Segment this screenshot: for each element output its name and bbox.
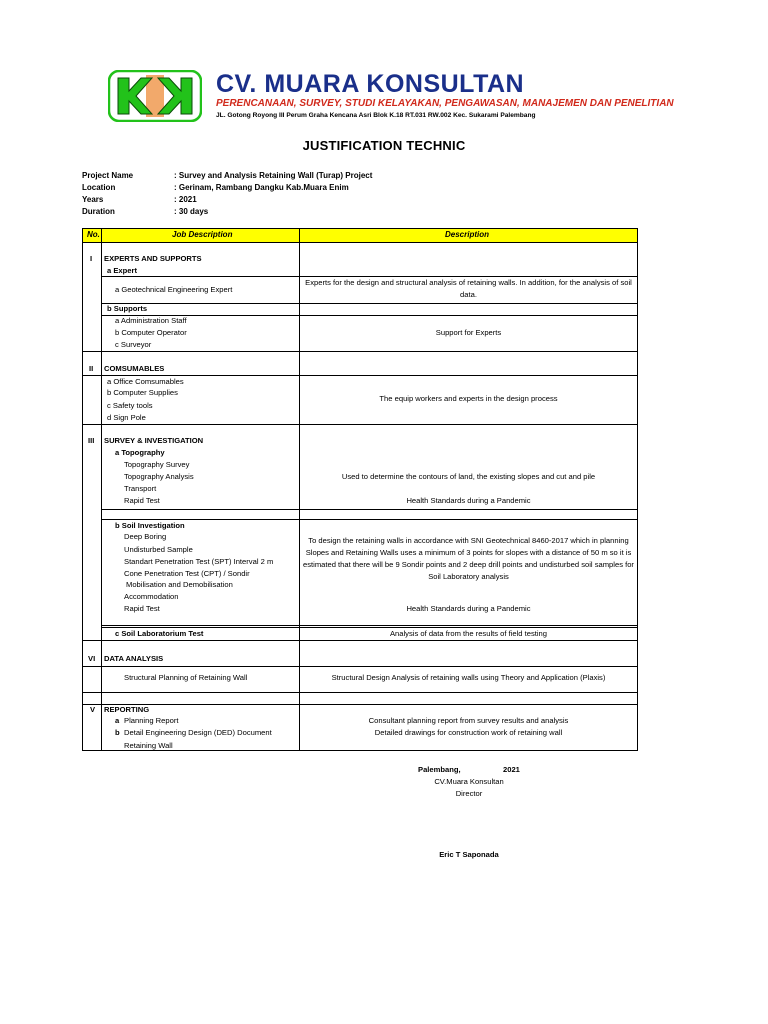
topography-item: Rapid Test [124, 496, 160, 505]
duration-value: : 30 days [174, 207, 209, 216]
topography-description: Used to determine the contours of land, the existing slopes and cut and pile [341, 472, 596, 481]
consumables-description: The equip workers and experts in the design process [379, 394, 558, 403]
location-label: Location [82, 183, 116, 192]
support-item: a Administration Staff [115, 316, 187, 325]
soil-item: Rapid Test [124, 604, 160, 613]
consumable-item: a Office Comsumables [107, 377, 184, 386]
consumable-item: b Computer Supplies [107, 388, 178, 397]
section-4-number: VI [88, 654, 96, 663]
section-5-title: REPORTING [104, 705, 150, 714]
topography-item: Transport [124, 484, 157, 493]
soil-health-note: Health Standards during a Pandemic [406, 604, 531, 613]
company-address: JL. Gotong Royong III Perum Graha Kencana Asri Blok K.18 RT.031 RW.002 Kec. Sukarami Palembang [216, 112, 536, 119]
signature-role: Director [455, 789, 483, 798]
row-line [83, 242, 637, 243]
support-item: c Surveyor [115, 340, 152, 349]
row-line [83, 424, 637, 425]
soil-item: Mobilisation and Demobilisation [126, 580, 233, 589]
soil-investigation-subheading: b Soil Investigation [115, 521, 185, 530]
company-name: CV. MUARA KONSULTAN [216, 70, 525, 98]
section-3-title: SURVEY & INVESTIGATION [104, 436, 204, 445]
topography-subheading: a Topography [115, 448, 165, 457]
row-line [83, 375, 637, 376]
report-item-b-continued: Retaining Wall [124, 741, 173, 750]
years-label: Years [82, 195, 104, 204]
report-item-b: Detail Engineering Design (DED) Document [124, 728, 272, 737]
support-item: b Computer Operator [115, 328, 187, 337]
data-analysis-item: Structural Planning of Retaining Wall [124, 673, 248, 682]
supports-subheading: b Supports [107, 304, 148, 313]
project-name-value: : Survey and Analysis Retaining Wall (Turap) Project [174, 171, 373, 180]
soil-item: Cone Penetration Test (CPT) / Sondir [124, 569, 250, 578]
col-divider-1 [101, 229, 102, 750]
duration-label: Duration [82, 207, 115, 216]
document-title: JUSTIFICATION TECHNIC [302, 138, 466, 153]
soil-description: To design the retaining walls in accordance with SNI Geotechnical 8460-2017 which in planning Slopes and Retaining Walls uses a minimum of 3 points for slopes with a distance of 50 m so it is estimated that there will be 9 Sondir points and 2 deep drill points and undisturbed soil samples for Soil Laboratory analysis [303, 536, 634, 581]
section-2-title: COMSUMABLES [104, 364, 165, 373]
soil-item: Accommodation [124, 592, 179, 601]
location-value: : Gerinam, Rambang Dangku Kab.Muara Enim [174, 183, 349, 192]
row-line [83, 666, 637, 667]
row-line [83, 704, 637, 705]
support-description: Support for Experts [435, 328, 502, 337]
row-line [83, 640, 637, 641]
soil-item: Standart Penetration Test (SPT) Interval 2 m [124, 557, 274, 566]
company-logo [108, 70, 202, 122]
justification-table [82, 228, 638, 751]
signature-place: Palembang, [418, 765, 461, 774]
topography-item: Topography Survey [124, 460, 190, 469]
soil-item: Deep Boring [124, 532, 167, 541]
report-description-a: Consultant planning report from survey results and analysis [368, 716, 569, 725]
row-line [101, 509, 637, 510]
signature-year: 2021 [503, 765, 520, 774]
row-line [101, 519, 637, 520]
table-header-row [83, 229, 637, 242]
report-description-b: Detailed drawings for construction work of retaining wall [374, 728, 563, 737]
logo-graphic [108, 70, 202, 122]
row-line [101, 303, 637, 304]
section-4-title: DATA ANALYSIS [104, 654, 164, 663]
row-line [83, 351, 637, 352]
section-2-number: II [89, 364, 94, 373]
expert-description: Experts for the design and structural analysis of retaining walls. In addition, for the analysis of soil data. [305, 278, 632, 299]
header-no: No. [87, 230, 100, 239]
row-line [83, 692, 637, 693]
section-5-number: V [90, 705, 96, 714]
header-description: Description [445, 230, 490, 239]
col-divider-2 [299, 229, 300, 750]
section-1-title: EXPERTS AND SUPPORTS [104, 254, 202, 263]
report-item-a-letter: a [115, 716, 120, 725]
company-tagline: PERENCANAAN, SURVEY, STUDI KELAYAKAN, PENGAWASAN, MANAJEMEN DAN PENELITIAN [216, 98, 674, 109]
section-1-number: I [90, 254, 93, 263]
soil-item: Undisturbed Sample [124, 545, 193, 554]
data-analysis-description: Structural Design Analysis of retaining walls using Theory and Application (Plaxis) [331, 673, 606, 682]
consumable-item: d Sign Pole [107, 413, 146, 422]
expert-subheading: a Expert [107, 266, 137, 275]
soil-lab-description: Analysis of data from the results of field testing [389, 629, 547, 638]
report-item-a: Planning Report [124, 716, 179, 725]
section-3-number: III [88, 436, 95, 445]
soil-lab-subheading: c Soil Laboratorium Test [115, 629, 204, 638]
header-job-description: Job Description [172, 230, 233, 239]
expert-item: a Geotechnical Engineering Expert [115, 285, 233, 294]
signature-company: CV.Muara Konsultan [434, 777, 504, 786]
report-item-b-letter: b [115, 728, 120, 737]
consumable-item: c Safety tools [107, 401, 153, 410]
row-line [101, 625, 637, 626]
signature-name: Eric T Saponada [439, 850, 499, 859]
topography-health-note: Health Standards during a Pandemic [406, 496, 531, 505]
years-value: : 2021 [174, 195, 197, 204]
project-name-label: Project Name [82, 171, 134, 180]
topography-item: Topography Analysis [124, 472, 194, 481]
